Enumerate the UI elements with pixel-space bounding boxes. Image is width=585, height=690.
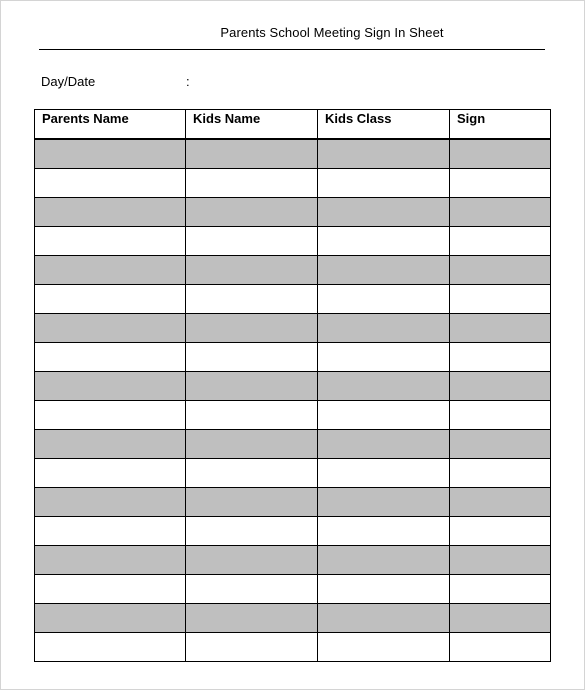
table-row [35,313,551,342]
parents-name-cell [35,632,186,661]
kids-name-cell [186,458,318,487]
sign-cell [450,255,551,284]
parents-name-cell [35,139,186,169]
parents-name-cell [35,429,186,458]
sign-cell [450,139,551,169]
parents-name-cell [35,603,186,632]
table-row [35,516,551,545]
title-rule [39,49,545,50]
kids-class-cell [318,168,450,197]
kids-class-cell [318,197,450,226]
kids-class-cell [318,371,450,400]
parents-name-cell [35,255,186,284]
kids-class-cell [318,313,450,342]
table-row [35,429,551,458]
parents-name-cell [35,226,186,255]
parents-name-cell [35,458,186,487]
kids-name-cell [186,400,318,429]
parents-name-cell [35,342,186,371]
table-row [35,284,551,313]
table-body [35,139,551,662]
kids-name-cell [186,197,318,226]
kids-name-cell [186,139,318,169]
sign-cell [450,574,551,603]
parents-name-cell [35,168,186,197]
kids-name-cell [186,429,318,458]
kids-class-cell [318,255,450,284]
date-colon: : [186,74,190,89]
table-row [35,342,551,371]
sign-cell [450,197,551,226]
parents-name-cell [35,545,186,574]
sign-cell [450,400,551,429]
parents-name-cell [35,313,186,342]
kids-name-cell [186,632,318,661]
kids-class-cell [318,487,450,516]
parents-name-cell [35,516,186,545]
sign-cell [450,429,551,458]
kids-name-cell [186,226,318,255]
kids-name-cell [186,371,318,400]
table-row [35,255,551,284]
kids-name-cell [186,487,318,516]
sign-cell [450,226,551,255]
kids-class-cell [318,342,450,371]
sign-cell [450,545,551,574]
sign-cell [450,516,551,545]
table-row [35,632,551,661]
column-header-parents-name: Parents Name [35,110,186,139]
sign-cell [450,458,551,487]
date-label: Day/Date [41,74,96,89]
sign-cell [450,371,551,400]
kids-class-cell [318,545,450,574]
kids-name-cell [186,545,318,574]
parents-name-cell [35,284,186,313]
sign-cell [450,313,551,342]
kids-name-cell [186,516,318,545]
table-row [35,400,551,429]
kids-class-cell [318,458,450,487]
kids-name-cell [186,574,318,603]
kids-class-cell [318,574,450,603]
parents-name-cell [35,400,186,429]
sign-cell [450,342,551,371]
kids-class-cell [318,139,450,169]
sign-cell [450,284,551,313]
sign-cell [450,632,551,661]
sign-cell [450,487,551,516]
sign-cell [450,168,551,197]
parents-name-cell [35,197,186,226]
table-row [35,168,551,197]
kids-name-cell [186,313,318,342]
table-row [35,139,551,169]
kids-class-cell [318,516,450,545]
table-row [35,226,551,255]
parents-name-cell [35,487,186,516]
table-row [35,574,551,603]
kids-class-cell [318,284,450,313]
kids-name-cell [186,168,318,197]
kids-name-cell [186,603,318,632]
kids-class-cell [318,632,450,661]
parents-name-cell [35,371,186,400]
kids-name-cell [186,255,318,284]
sign-cell [450,603,551,632]
table-header-row [35,110,551,139]
column-header-sign: Sign [450,110,551,139]
table-row [35,487,551,516]
column-header-kids-class: Kids Class [318,110,450,139]
kids-name-cell [186,342,318,371]
table-row [35,603,551,632]
kids-class-cell [318,603,450,632]
table-row [35,458,551,487]
sign-in-table [34,109,551,662]
kids-class-cell [318,400,450,429]
table-row [35,197,551,226]
kids-name-cell [186,284,318,313]
table-row [35,545,551,574]
parents-name-cell [35,574,186,603]
sheet-title: Parents School Meeting Sign In Sheet [220,25,444,40]
column-header-kids-name: Kids Name [186,110,318,139]
kids-class-cell [318,226,450,255]
kids-class-cell [318,429,450,458]
table-row [35,371,551,400]
